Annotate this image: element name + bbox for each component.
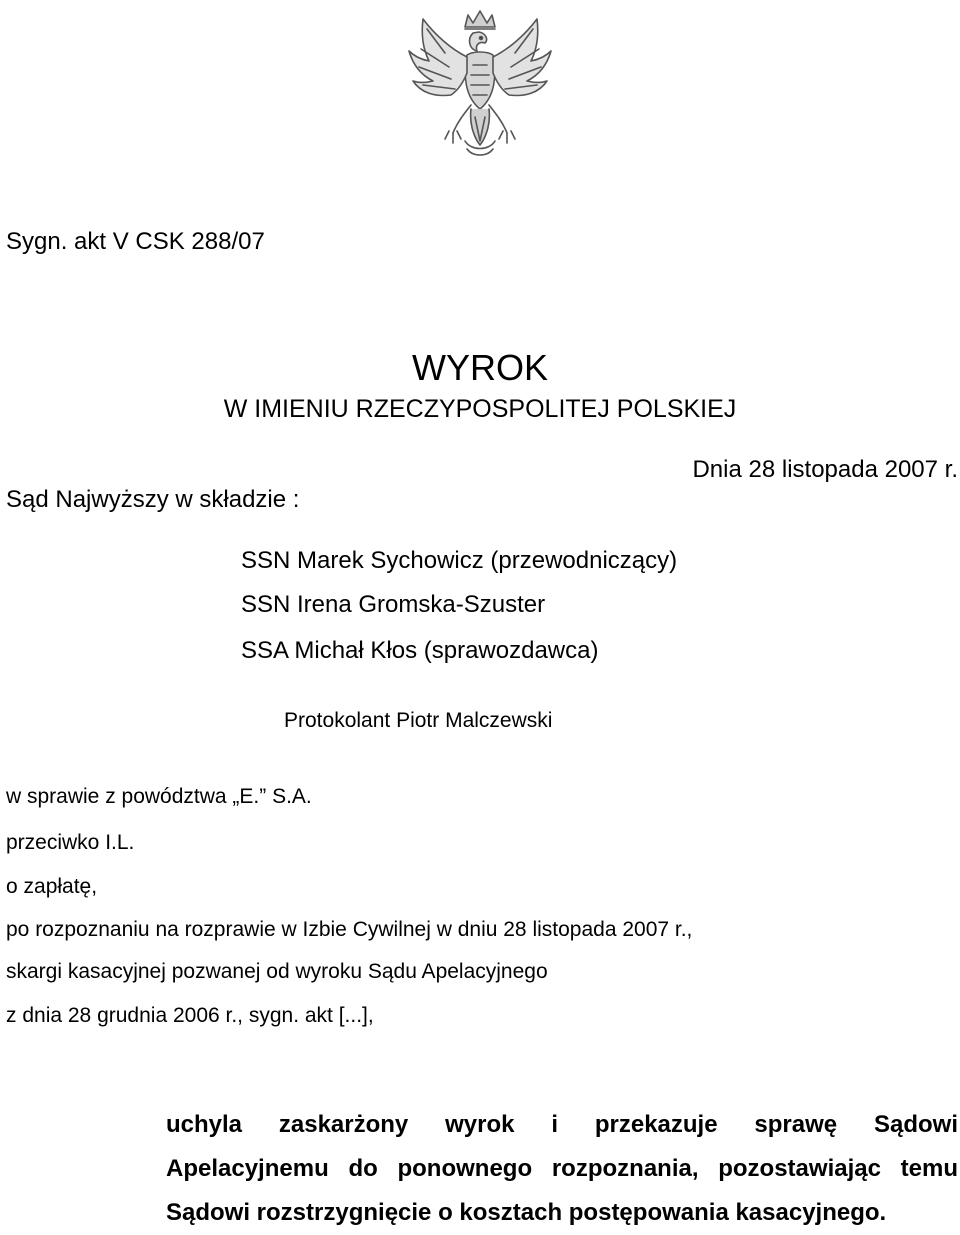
court-clerk: Protokolant Piotr Malczewski <box>284 709 553 732</box>
verdict-line: uchyla zaskarżony wyrok i przekazuje sprawę Sądowi <box>166 1111 958 1138</box>
case-subject: o zapłatę, <box>6 875 98 898</box>
document-subtitle: W IMIENIU RZECZYPOSPOLITEJ POLSKIEJ <box>223 395 737 423</box>
document-title: WYROK <box>411 347 548 388</box>
case-plaintiff: w sprawie z powództwa „E.” S.A. <box>6 785 312 808</box>
case-appeal-reference: z dnia 28 grudnia 2006 r., sygn. akt [...], <box>6 1004 374 1027</box>
court-composition-label: Sąd Najwyższy w składzie : <box>6 486 300 513</box>
judge-member: SSN Irena Gromska-Szuster <box>241 591 546 618</box>
verdict-line: Sądowi rozstrzygnięcie o kosztach postępowania kasacyjnego. <box>166 1199 887 1226</box>
case-number: Sygn. akt V CSK 288/07 <box>6 228 265 255</box>
judge-presiding: SSN Marek Sychowicz (przewodniczący) <box>241 547 678 574</box>
case-hearing: po rozpoznaniu na rozprawie w Izbie Cywilnej w dniu 28 listopada 2007 r., <box>6 918 693 941</box>
judgment-date: Dnia 28 listopada 2007 r. <box>692 456 958 483</box>
verdict-line: Apelacyjnemu do ponownego rozpoznania, pozostawiając temu <box>166 1155 958 1182</box>
judge-rapporteur: SSA Michał Kłos (sprawozdawca) <box>241 637 599 664</box>
case-appeal: skargi kasacyjnej pozwanej od wyroku Sądu Apelacyjnego <box>6 960 548 983</box>
verdict-ruling <box>166 1103 958 1235</box>
polish-eagle-emblem-icon <box>405 5 555 163</box>
case-defendant: przeciwko I.L. <box>6 831 135 854</box>
